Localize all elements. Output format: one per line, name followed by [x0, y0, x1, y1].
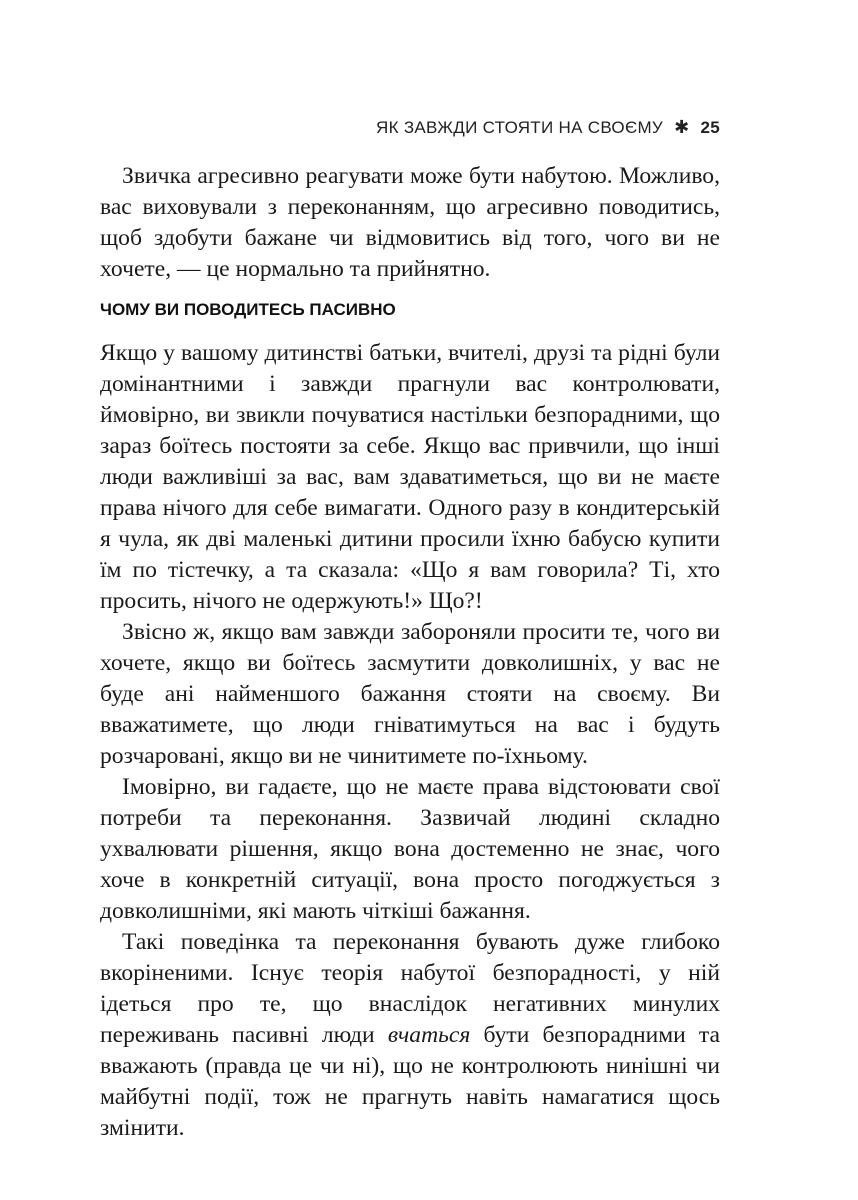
paragraph-2: Звісно ж, якщо вам завжди забороняли просити те, чого ви хочете, якщо ви боїтесь засмутити довколишніх, у вас не буде ані найменшого бажання стояти на своєму. Ви вважатимете, що люди гніватимуться на вас і будуть розчаровані, якщо ви не чинитимете по-їхньому. — [100, 619, 720, 769]
paragraph-4 — [100, 927, 720, 1144]
emphasis-word: вчаться — [387, 1022, 471, 1048]
paragraph-4-part-2: бути безпорадними та вважають (правда це чи ні), що не контролюють нинішні чи майбутні події, тож не прагнуть навіть намагатися щось змінити. — [100, 1022, 720, 1141]
intro-text-block — [100, 161, 720, 285]
paragraph-3: Імовірно, ви гадаєте, що не маєте права відстоювати свої потреби та переконання. Зазвичай людині складно ухвалювати рішення, якщо вона достеменно не знає, чого хоче в конкретній ситуації, вона просто погоджується з довколишніми, які мають чіткіші бажання. — [100, 774, 720, 924]
running-head — [376, 117, 720, 138]
asterisk-separator-icon: ✱ — [674, 117, 690, 137]
page-number: 25 — [700, 118, 720, 137]
paragraph-1: Якщо у вашому дитинстві батьки, вчителі, друзі та рідні були домінантними і завжди прагнули вас контролювати, ймовірно, ви звикли почуватися настільки безпорадними, що зараз боїтесь постояти за себе. Якщо вас привчили, що інші люди важливіші за вас, вам здаватиметься, що ви не маєте права нічого для себе вимагати. Одного разу в кондитерській я чула, як дві маленькі дитини просили їхню бабусю купити їм по тістечку, а та сказала: «Що я вам говорила? Ті, хто просить, нічого не одержують!» Що?! — [100, 340, 720, 614]
intro-paragraph: Звичка агресивно реагувати може бути набутою. Можливо, вас виховували з переконанням, що агресивно поводитись, щоб здобути бажане чи відмовитись від того, чого ви не хочете, — це нормально та прийнятно. — [100, 163, 720, 282]
paragraph-4-part-1: Такі поведінка та переконання бувають дуже глибоко вкоріненими. Існує теорія набутої безпорадності, у ній ідеться про те, що внаслідок негативних минулих переживань пасивні люди — [100, 929, 720, 1048]
section-heading: ЧОМУ ВИ ПОВОДИТЕСЬ ПАСИВНО — [100, 300, 396, 319]
running-head-title: ЯК ЗАВЖДИ СТОЯТИ НА СВОЄМУ — [376, 118, 664, 137]
section-text-block — [100, 338, 720, 1144]
